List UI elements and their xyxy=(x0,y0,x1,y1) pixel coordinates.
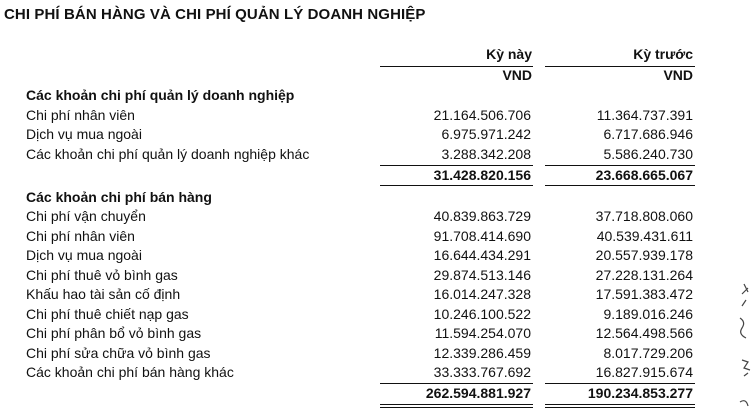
total-value-previous: 190.234.853.277 xyxy=(587,385,693,401)
table-row xyxy=(0,106,752,125)
row-value-previous: 8.017.729.206 xyxy=(603,345,693,361)
total-double-rule-current-b xyxy=(380,407,533,408)
section-heading-admin xyxy=(0,86,752,105)
row-value-previous: 5.586.240.730 xyxy=(603,146,693,162)
section-heading-label: Các khoản chi phí bán hàng xyxy=(26,189,212,205)
table-row xyxy=(0,266,752,285)
row-label: Chi phí vận chuyển xyxy=(26,208,146,224)
section-total-selling xyxy=(0,384,752,403)
row-value-current: 6.975.971.242 xyxy=(441,126,531,142)
row-value-current: 91.708.414.690 xyxy=(433,228,531,244)
total-value-previous: 23.668.665.067 xyxy=(595,167,693,183)
table-row xyxy=(0,207,752,226)
table-row xyxy=(0,285,752,304)
total-value-current: 31.428.820.156 xyxy=(433,167,531,183)
row-value-current: 40.839.863.729 xyxy=(433,208,531,224)
row-label: Dịch vụ mua ngoài xyxy=(26,247,142,263)
table-row xyxy=(0,344,752,363)
row-value-previous: 11.364.737.391 xyxy=(596,107,693,123)
table-row xyxy=(0,227,752,246)
row-value-previous: 37.718.808.060 xyxy=(595,208,693,224)
row-label: Chi phí sửa chữa vỏ bình gas xyxy=(26,345,211,361)
row-value-previous: 40.539.431.611 xyxy=(596,228,693,244)
row-label: Chi phí thuê chiết nạp gas xyxy=(26,306,189,322)
row-label: Các khoản chi phí bán hàng khác xyxy=(26,364,234,380)
total-double-rule-current-a xyxy=(380,404,533,405)
total-double-rule-previous-a xyxy=(545,404,695,405)
table-row xyxy=(0,363,752,382)
table-row xyxy=(0,125,752,144)
row-label: Chi phí nhân viên xyxy=(26,107,135,123)
row-value-previous: 20.557.939.178 xyxy=(595,247,693,263)
table-row xyxy=(0,324,752,343)
table-row xyxy=(0,246,752,265)
row-label: Chi phí thuê vỏ bình gas xyxy=(26,267,178,283)
row-label: Khấu hao tài sản cố định xyxy=(26,286,181,302)
section-total-admin xyxy=(0,166,752,185)
section-heading-label: Các khoản chi phí quản lý doanh nghiệp xyxy=(26,87,295,103)
row-value-current: 11.594.254.070 xyxy=(434,325,531,341)
row-value-previous: 9.189.016.246 xyxy=(603,306,693,322)
row-value-current: 3.288.342.208 xyxy=(441,146,531,162)
total-rule-current xyxy=(380,185,533,186)
row-value-current: 10.246.100.522 xyxy=(433,306,531,322)
row-value-current: 21.164.506.706 xyxy=(433,107,531,123)
column-header-previous: Kỳ trước xyxy=(633,46,693,62)
row-value-current: 16.644.434.291 xyxy=(433,247,531,263)
row-value-previous: 16.827.915.674 xyxy=(595,364,693,380)
currency-current: VND xyxy=(502,67,532,83)
row-label: Chi phí nhân viên xyxy=(26,228,135,244)
total-value-current: 262.594.881.927 xyxy=(425,385,531,401)
page-title: CHI PHÍ BÁN HÀNG VÀ CHI PHÍ QUẢN LÝ DOANH NGHIỆP xyxy=(4,6,426,23)
table-row xyxy=(0,305,752,324)
row-value-current: 33.333.767.692 xyxy=(433,364,531,380)
total-rule-previous xyxy=(545,185,695,186)
row-value-previous: 27.228.131.264 xyxy=(595,267,693,283)
row-value-previous: 6.717.686.946 xyxy=(603,126,693,142)
row-value-current: 12.339.286.459 xyxy=(433,345,531,361)
column-header-current: Kỳ này xyxy=(486,46,532,62)
total-double-rule-previous-b xyxy=(545,407,695,408)
section-heading-selling xyxy=(0,188,752,207)
row-value-current: 16.014.247.328 xyxy=(433,286,531,302)
row-value-previous: 17.591.383.472 xyxy=(595,286,693,302)
row-label: Dịch vụ mua ngoài xyxy=(26,126,142,142)
row-label: Các khoản chi phí quản lý doanh nghiệp khác xyxy=(26,146,310,162)
table-row xyxy=(0,145,752,164)
currency-previous: VND xyxy=(663,67,693,83)
margin-scribble-mark xyxy=(728,280,752,418)
row-label: Chi phí phân bổ vỏ bình gas xyxy=(26,325,202,341)
row-value-current: 29.874.513.146 xyxy=(433,267,531,283)
row-value-previous: 12.564.498.566 xyxy=(595,325,693,341)
